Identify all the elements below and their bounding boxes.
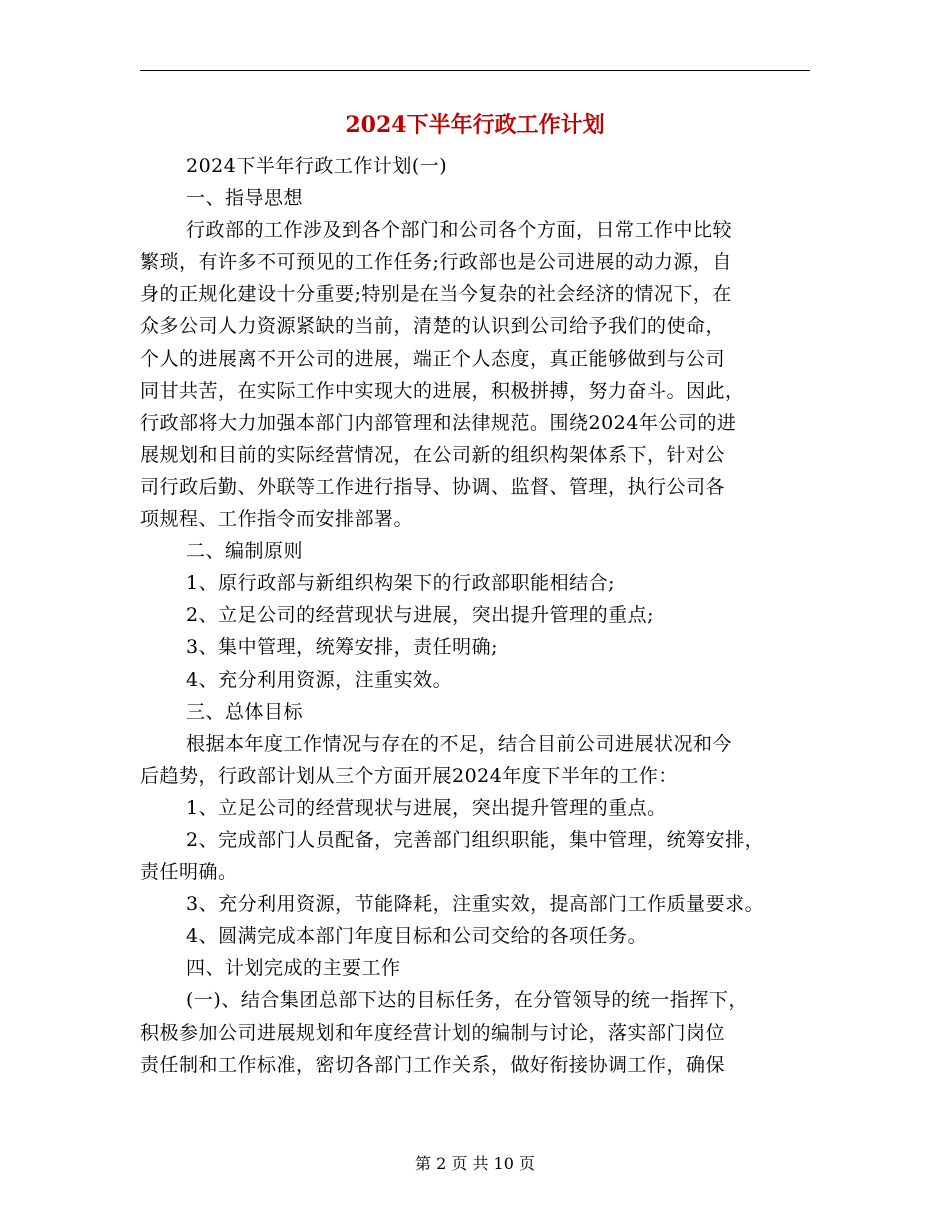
text-line: 同甘共苦，在实际工作中实现大的进展，积极拼搏，努力奋斗。因此， bbox=[140, 379, 745, 402]
text-line: 3、充分利用资源，节能降耗，注重实效，提高部门工作质量要求。 bbox=[186, 893, 765, 916]
text-line: 2、立足公司的经营现状与进展，突出提升管理的重点; bbox=[186, 604, 654, 627]
text-line: 行政部的工作涉及到各个部门和公司各个方面，日常工作中比较 bbox=[186, 219, 733, 242]
text-line: 展规划和目前的实际经营情况，在公司新的组织构架体系下，针对公 bbox=[140, 443, 726, 466]
text-line: 积极参加公司进展规划和年度经营计划的编制与讨论，落实部门岗位 bbox=[140, 1021, 726, 1044]
text-line: (一)、结合集团总部下达的目标任务，在分管领导的统一指挥下， bbox=[186, 989, 748, 1012]
text-line: 二、编制原则 bbox=[186, 540, 304, 563]
text-line: 四、计划完成的主要工作 bbox=[186, 957, 401, 980]
text-line: 个人的进展离不开公司的进展，端正个人态度，真正能够做到与公司 bbox=[140, 347, 726, 370]
document-body bbox=[140, 150, 810, 1081]
page-number-footer: 第 2 页 共 10 页 bbox=[415, 1154, 535, 1173]
text-line: 根据本年度工作情况与存在的不足，结合目前公司进展状况和今 bbox=[186, 732, 733, 755]
header-rule bbox=[140, 70, 810, 71]
text-line: 司行政后勤、外联等工作进行指导、协调、监督、管理，执行公司各 bbox=[140, 475, 726, 498]
text-line: 众多公司人力资源紧缺的当前，清楚的认识到公司给予我们的使命， bbox=[140, 315, 726, 338]
text-line: 2024下半年行政工作计划(一) bbox=[186, 155, 448, 177]
text-line: 繁琐，有许多不可预见的工作任务;行政部也是公司进展的动力源，自 bbox=[140, 251, 732, 274]
text-line: 4、圆满完成本部门年度目标和公司交给的各项任务。 bbox=[186, 925, 648, 948]
text-line: 1、立足公司的经营现状与进展，突出提升管理的重点。 bbox=[186, 796, 667, 819]
text-line: 1、原行政部与新组织构架下的行政部职能相结合; bbox=[186, 572, 615, 595]
text-line: 身的正规化建设十分重要;特别是在当今复杂的社会经济的情况下，在 bbox=[140, 283, 732, 306]
text-line: 2、完成部门人员配备，完善部门组织职能，集中管理，统筹安排， bbox=[186, 828, 765, 851]
document-title: 2024下半年行政工作计划 bbox=[345, 112, 605, 138]
text-line: 责任明确。 bbox=[140, 861, 238, 884]
text-line: 后趋势，行政部计划从三个方面开展2024年度下半年的工作： bbox=[140, 764, 678, 787]
text-line: 项规程、工作指令而安排部署。 bbox=[140, 508, 414, 531]
text-line: 4、充分利用资源，注重实效。 bbox=[186, 668, 453, 691]
text-line: 一、指导思想 bbox=[186, 187, 304, 210]
text-line: 3、集中管理，统筹安排，责任明确; bbox=[186, 636, 498, 659]
text-line: 行政部将大力加强本部门内部管理和法律规范。围绕2024年公司的进 bbox=[140, 411, 737, 434]
text-line: 责任制和工作标准，密切各部门工作关系，做好衔接协调工作，确保 bbox=[140, 1053, 726, 1076]
text-line: 三、总体目标 bbox=[186, 700, 304, 723]
